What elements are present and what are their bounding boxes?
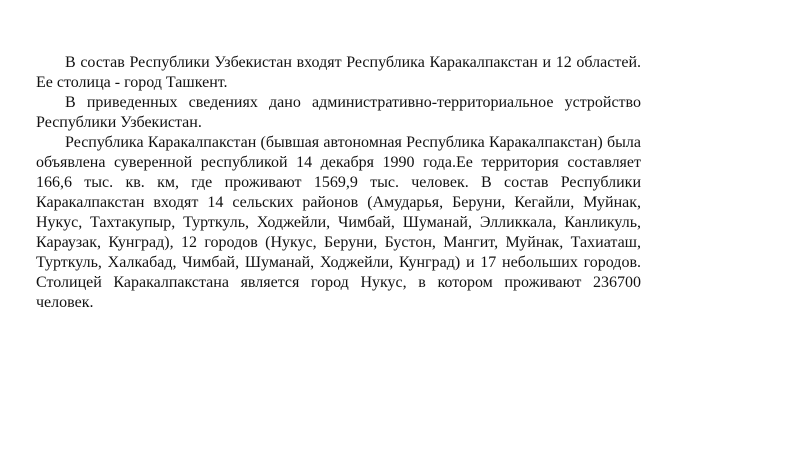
- paragraph-karakalpakstan: Республика Каракалпакстан (бывшая автономная Республика Каракалпакстан) была объявлена суверенной республикой 14 декабря 1990 года.Ее территория составляет 166,6 тыс. кв. км, где проживают 1569,9 тыс. человек. В состав Республики Каракалпакстан входят 14 сельских районов (Амударья, Беруни, Кегайли, Муйнак, Нукус, Тахтакупыр, Турткуль, Ходжейли, Чимбай, Шуманай, Элликкала, Канликуль, Караузак, Кунград), 12 городов (Нукус, Беруни, Бустон, Мангит, Муйнак, Тахиаташ, Турткуль, Халкабад, Чимбай, Шуманай, Ходжейли, Кунград) и 17 небольших городов. Столицей Каракалпакстана является город Нукус, в котором проживают 236700 человек.: [36, 134, 641, 311]
- paragraph-admin-structure: В приведенных сведениях дано административно-территориальное устройство Республики Узбекистан.: [36, 94, 641, 131]
- paragraph-regions: В состав Республики Узбекистан входят Республика Каракалпакстан и 12 областей. Ее столица - город Ташкент.: [36, 54, 641, 91]
- document-body: [36, 53, 641, 313]
